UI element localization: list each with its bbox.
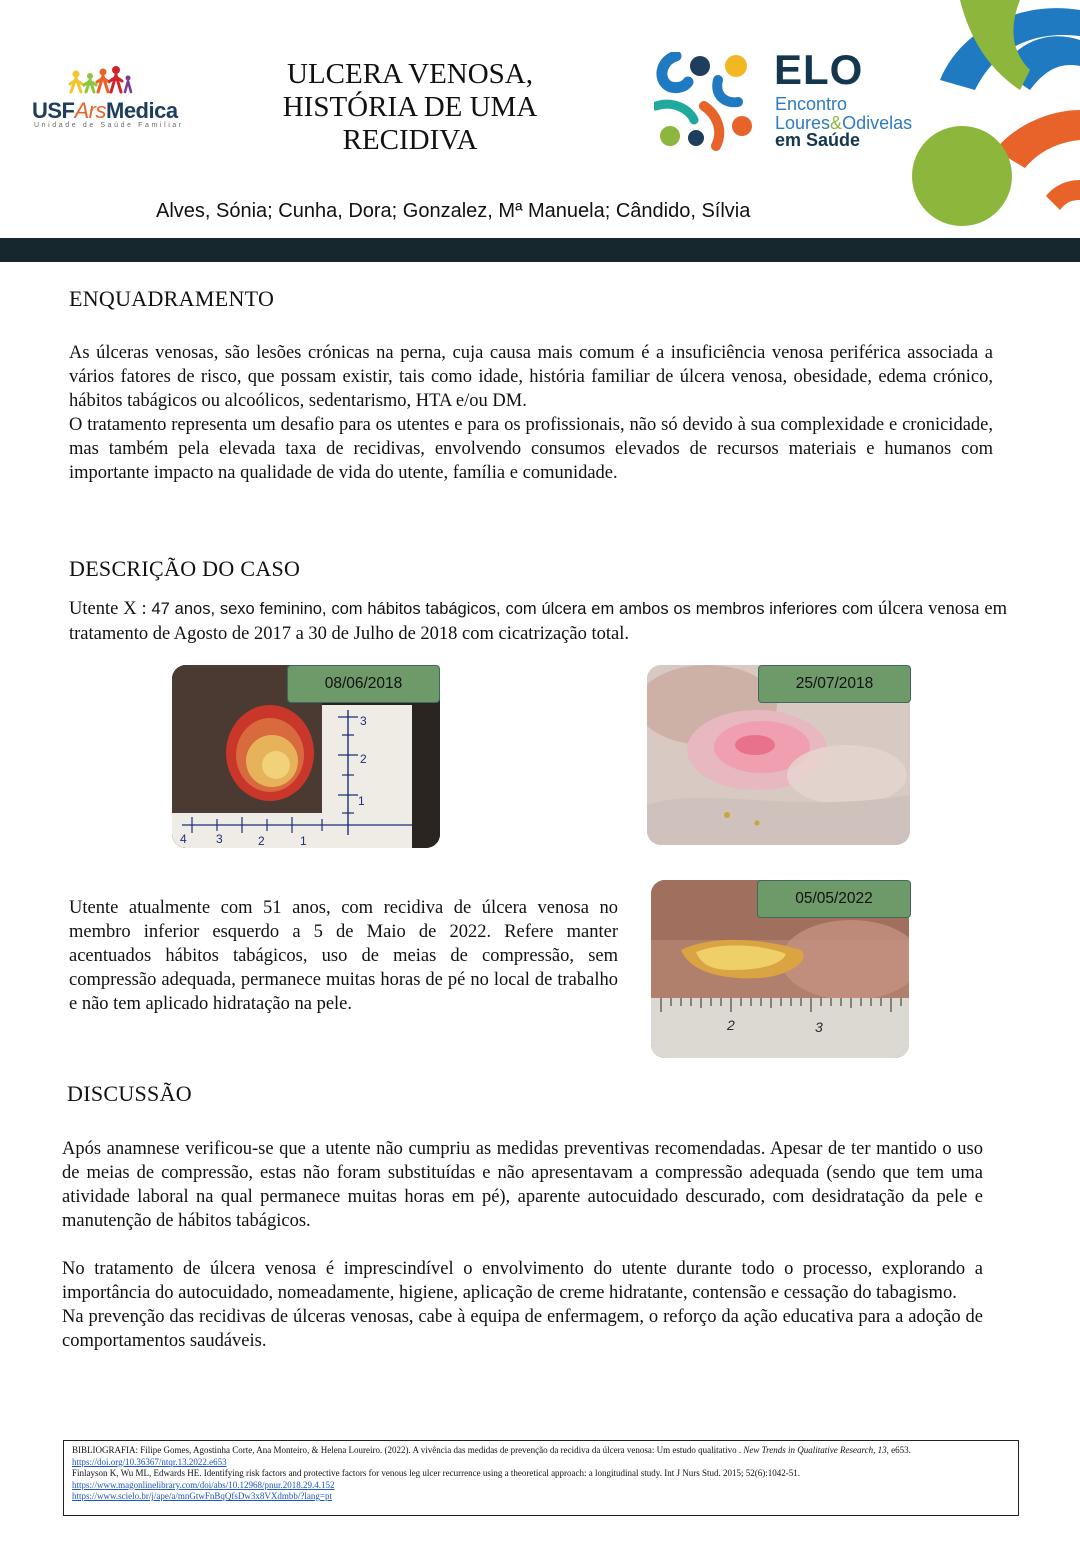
title-line-1: ULCERA VENOSA, xyxy=(287,58,533,90)
poster-title xyxy=(250,58,570,157)
title-line-2: HISTÓRIA DE UMA xyxy=(282,91,538,123)
header-divider-bar xyxy=(0,238,1080,262)
usf-logo-name: USFArsMedica xyxy=(32,98,178,123)
section-heading-discussao: DISCUSSÃO xyxy=(67,1081,192,1106)
reference-link-magonline[interactable]: https://www.magonlinelibrary.com/doi/abs/10.12968/pnur.2018.29.4.152 xyxy=(72,1479,335,1490)
discussao-paragraph-1: Após anamnese verificou-se que a utente não cumpriu as medidas preventivas recomendadas. Apesar de ter mantido o uso de meias de compressão, estas não foram substituídas e não apresentavam a compressão adequada (sendo que tem uma atividade laboral na qual permanece muitas horas em pé), aparente autocuidado descurado, com desidratação da pele e manutenção de hábitos tabágicos. xyxy=(62,1139,983,1231)
decorative-corner-shapes xyxy=(900,0,1080,230)
usf-logo-tagline: Unidade de Saúde Familiar xyxy=(34,122,184,129)
reference-1: BIBLIOGRAFIA: Filipe Gomes, Agostinha Corte, Ana Monteiro, & Helena Loureiro. (2022). A vivência das medidas de prevenção da recidiva da úlcera venosa: Um estudo qualitativo . New Trends in Qualitative Research, 13, e653. https://doi.org/10.36367/ntqr.13.2022.e653 xyxy=(72,1445,911,1467)
case-intro-text: Utente X : 47 anos, sexo feminino, com hábitos tabágicos, com úlcera em ambos os membros inferiores com úlcera venosa em tratamento de Agosto de 2017 a 30 de Julho de 2018 com cicatrização total. xyxy=(69,599,1008,644)
reference-1-doi-link[interactable]: https://doi.org/10.36367/ntqr.13.2022.e653 xyxy=(72,1456,227,1467)
photo-date-badge: 05/05/2022 xyxy=(757,880,911,918)
elo-mark-icon xyxy=(654,52,754,152)
discussao-paragraph-3: Na prevenção das recidivas de úlceras venosas, cabe à equipa de enfermagem, o reforço da ação educativa para a adoção de comportamentos saudáveis. xyxy=(62,1307,983,1351)
reference-link-scielo[interactable]: https://www.scielo.br/j/ape/a/mnGtwFnBqQfsDw3x8VXdmbb/?lang=pt xyxy=(72,1491,332,1501)
enquadramento-paragraph-1: As úlceras venosas, são lesões crónicas na perna, cuja causa mais comum é a insuficiência venosa periférica associada a vários fatores de risco, que possam existir, tais como idade, história familiar de úlcera venosa, obesidade, edema crónico, hábitos tabágicos ou alcoólicos, sedentarismo, HTA e/ou DM. xyxy=(69,343,993,411)
title-line-3: RECIDIVA xyxy=(342,124,478,156)
ruler-label: 2 xyxy=(258,834,265,848)
ruler-label: 1 xyxy=(358,794,365,808)
ruler-label: 4 xyxy=(180,832,187,846)
reference-2: Finlayson K, Wu ML, Edwards HE. Identifying risk factors and protective factors for venous leg ulcer recurrence using a theoretical approach: a longitudinal study. Int J Nurs Stud. 2015; 52(6):1042-51. xyxy=(72,1468,800,1478)
photo-date-badge: 25/07/2018 xyxy=(758,665,911,703)
section-heading-enquadramento: ENQUADRAMENTO xyxy=(69,286,275,311)
ruler-label: 2 xyxy=(360,752,367,766)
elo-logo-line-3: em Saúde xyxy=(775,130,861,150)
family-figures-icon xyxy=(68,60,148,100)
section-heading-descricao: DESCRIÇÃO DO CASO xyxy=(69,556,301,581)
ruler-label: 1 xyxy=(300,834,307,848)
case-follow-up-text: Utente atualmente com 51 anos, com recidiva de úlcera venosa no membro inferior esquerdo a 5 de Maio de 2022. Refere manter acentuados hábitos tabágicos, uso de meias de compressão, sem compressão adequada, permanece muitas horas de pé no local de trabalho e não tem aplicado hidratação na pele. xyxy=(69,898,618,1014)
ruler-label: 3 xyxy=(360,714,367,728)
elo-logo-line-2: Loures&Odivelas xyxy=(775,113,913,133)
bibliography-box xyxy=(63,1440,1019,1516)
photo-date-badge: 08/06/2018 xyxy=(287,665,440,703)
enquadramento-paragraph-2: O tratamento representa um desafio para os utentes e para os profissionais, não só devido à sua complexidade e cronicidade, mas também pela elevada taxa de recidivas, envolvendo consumos elevados de recursos materiais e humanos com importante impacto na qualidade de vida do utente, família e comunidade. xyxy=(69,415,993,483)
usf-arsmedica-logo xyxy=(32,60,184,130)
discussao-body xyxy=(62,1137,983,1353)
ruler-label: 2 xyxy=(727,1017,735,1033)
discussao-paragraph-2: No tratamento de úlcera venosa é imprescindível o envolvimento do utente durante todo o processo, explorando a importância do autocuidado, nomeadamente, higiene, aplicação de creme hidratante, contensão e cessação do tabagismo. xyxy=(62,1259,983,1303)
elo-logo-line-1: Encontro xyxy=(775,94,848,114)
ruler-label: 3 xyxy=(216,832,223,846)
ruler-label: 3 xyxy=(815,1019,823,1035)
authors-line: Alves, Sónia; Cunha, Dora; Gonzalez, Mª Manuela; Cândido, Sílvia xyxy=(156,200,751,222)
elo-logo-word: ELO xyxy=(774,46,864,93)
enquadramento-body xyxy=(69,341,993,485)
